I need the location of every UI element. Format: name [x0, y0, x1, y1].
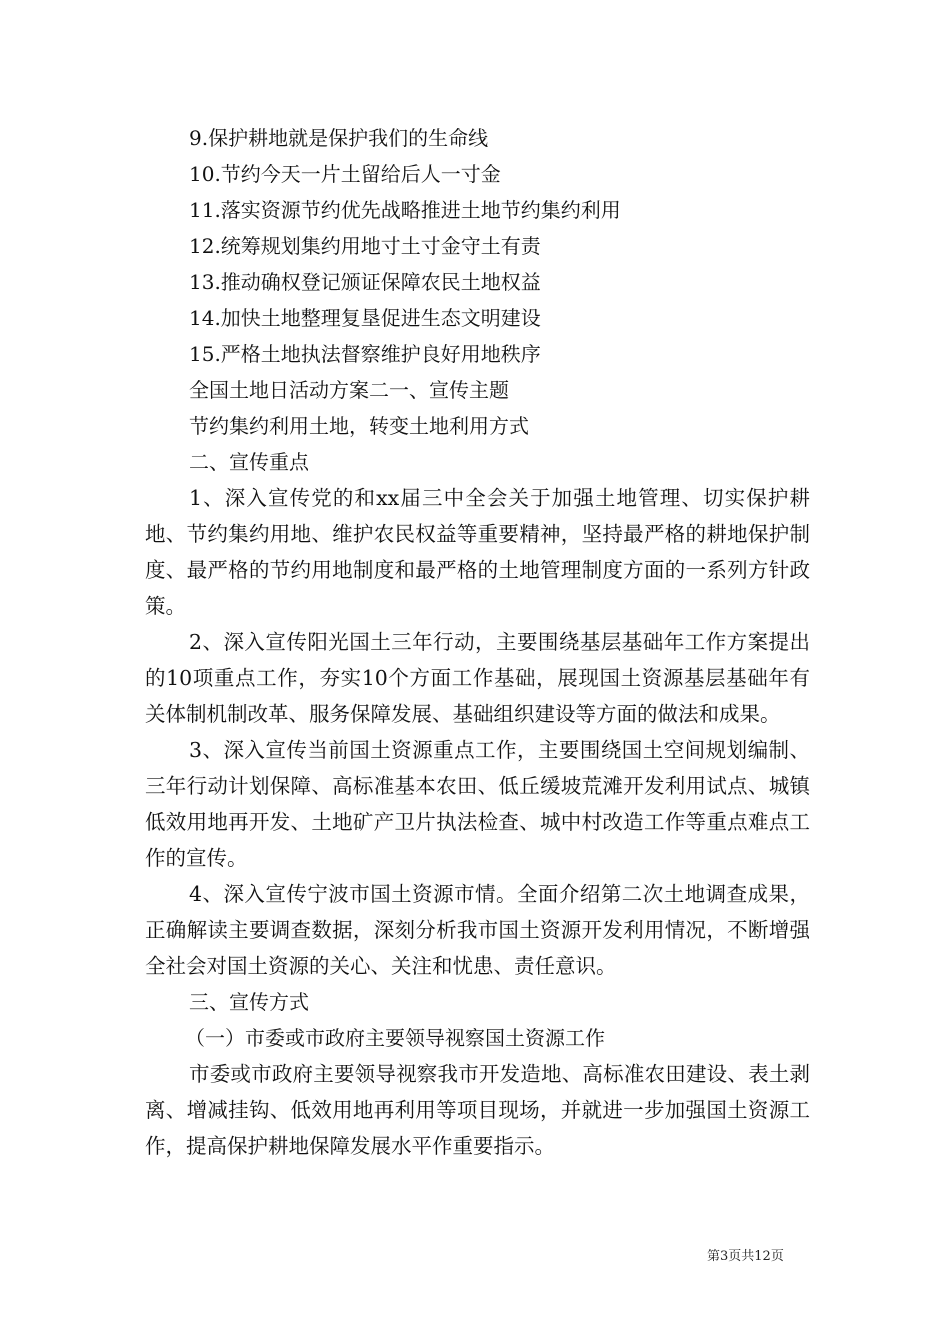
- list-item-10: 10.节约今天一片土留给后人一寸金: [189, 162, 501, 186]
- list-item-12: 12.统筹规划集约用地寸土寸金守土有责: [189, 234, 541, 258]
- subsection-paragraph-1: 市委或市政府主要领导视察我市开发造地、高标准农田建设、表土剥离、增减挂钩、低效用地再利用等项目现场，并就进一步加强国土资源工作，提高保护耕地保障发展水平作重要指示。: [145, 1062, 810, 1158]
- focus-point-3: 3、深入宣传当前国土资源重点工作，主要围绕国土空间规划编制、三年行动计划保障、高标准基本农田、低丘缓坡荒滩开发利用试点、城镇低效用地再开发、土地矿产卫片执法检查、城中村改造工作等重点难点工作的宣传。: [145, 738, 810, 870]
- list-item-15: 15.严格土地执法督察维护良好用地秩序: [189, 342, 541, 366]
- focus-point-2: 2、深入宣传阳光国土三年行动，主要围绕基层基础年工作方案提出的10项重点工作，夯实10个方面工作基础，展现国土资源基层基础年有关体制机制改革、服务保障发展、基础组织建设等方面的做法和成果。: [145, 630, 810, 726]
- focus-point-4: 4、深入宣传宁波市国土资源市情。全面介绍第二次土地调查成果，正确解读主要调查数据，深刻分析我市国土资源开发利用情况，不断增强全社会对国土资源的关心、关注和忧患、责任意识。: [145, 882, 810, 978]
- list-item-13: 13.推动确权登记颁证保障农民土地权益: [189, 270, 541, 294]
- section-heading-methods: 三、宣传方式: [189, 990, 309, 1014]
- page-number: 第3页共12页: [707, 1249, 784, 1264]
- plan-heading: 全国土地日活动方案二一、宣传主题: [189, 378, 509, 402]
- focus-point-1: 1、深入宣传党的和xx届三中全会关于加强土地管理、切实保护耕地、节约集约用地、维护农民权益等重要精神，坚持最严格的耕地保护制度、最严格的节约用地制度和最严格的土地管理制度方面的一系列方针政策。: [145, 486, 810, 618]
- document-body: [145, 120, 810, 1164]
- theme-text: 节约集约利用土地，转变土地利用方式: [189, 414, 529, 438]
- subsection-heading-1: （一）市委或市政府主要领导视察国土资源工作: [185, 1026, 605, 1050]
- section-heading-focus: 二、宣传重点: [189, 450, 309, 474]
- list-item-9: 9.保护耕地就是保护我们的生命线: [189, 126, 489, 150]
- list-item-14: 14.加快土地整理复垦促进生态文明建设: [189, 306, 541, 330]
- list-item-11: 11.落实资源节约优先战略推进土地节约集约利用: [189, 198, 621, 222]
